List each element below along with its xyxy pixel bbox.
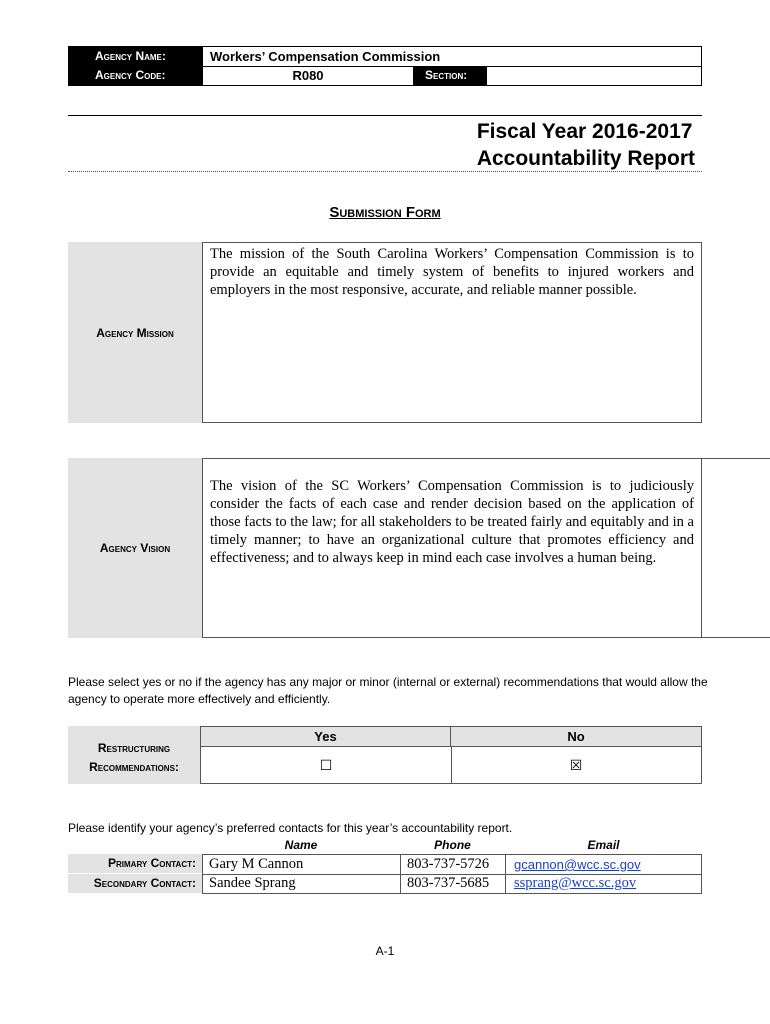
secondary-contact-row (203, 874, 701, 893)
form-heading: Submission Form (329, 204, 441, 221)
restructuring-prompt: Please select yes or no if the agency has any major or minor (internal or external) recommendations that would allow the agency to operate more effectively and efficiently. (68, 675, 708, 706)
agency-vision-label: Agency Vision (68, 458, 202, 638)
phone-column-header: Phone (434, 838, 471, 852)
contacts-table (202, 854, 702, 894)
yes-checkbox[interactable]: ☐ (201, 747, 452, 783)
report-title (477, 118, 695, 172)
agency-header-table (68, 46, 702, 86)
primary-contact-name[interactable]: Gary M Cannon (203, 855, 401, 874)
primary-contact-row (203, 855, 701, 875)
agency-name-value: Workers’ Compensation Commission (210, 49, 441, 64)
restructuring-label-line2: Recommendations: (89, 760, 179, 774)
title-divider (68, 171, 702, 172)
email-column-header: Email (587, 838, 620, 852)
name-column-header: Name (284, 838, 318, 852)
secondary-contact-name[interactable]: Sandee Sprang (203, 874, 401, 893)
vision-extra-cell (701, 458, 770, 638)
secondary-contact-label: Secondary Contact: (68, 874, 202, 893)
yes-column-header: Yes (201, 727, 451, 747)
restructuring-table (200, 726, 702, 784)
section-value-field[interactable] (487, 66, 701, 85)
primary-contact-phone[interactable]: 803-737-5726 (401, 855, 506, 874)
agency-code-value: R080 (292, 68, 324, 83)
primary-contact-email-link[interactable]: gcannon@wcc.sc.gov (514, 857, 641, 872)
top-divider (68, 115, 702, 116)
contacts-prompt: Please identify your agency’s preferred contacts for this year’s accountability report. (68, 821, 513, 835)
report-title-line2: Accountability Report (476, 147, 695, 170)
restructuring-label-line1: Restructuring (97, 741, 171, 755)
secondary-contact-email-link[interactable]: ssprang@wcc.sc.gov (514, 875, 637, 891)
agency-mission-text[interactable]: The mission of the South Carolina Workers’ Compensation Commission is to provide an equitable and timely system of benefits to injured workers and employers in the most responsive, accurate, and reliable manner possible. (202, 242, 702, 423)
no-column-header: No (451, 727, 701, 747)
secondary-contact-phone[interactable]: 803-737-5685 (401, 874, 506, 893)
agency-name-label: Agency Name: (69, 47, 203, 66)
agency-code-row (69, 66, 701, 85)
agency-mission-label: Agency Mission (68, 242, 202, 423)
agency-vision-text[interactable]: The vision of the SC Workers’ Compensation Commission is to judiciously consider the facts of each case and render decision based on the application of those facts to the law; for all stakeholders to be treated fairly and equitably and in a timely manner; to have an organizational culture that promotes efficiency and effectiveness; and to always keep in mind each case involves a human being. (202, 458, 702, 638)
primary-contact-label: Primary Contact: (68, 854, 202, 873)
agency-name-row (69, 47, 701, 67)
report-title-line1: Fiscal Year 2016-2017 (476, 120, 693, 143)
restructuring-label (68, 726, 200, 784)
no-checkbox[interactable]: ☒ (569, 757, 583, 773)
section-label: Section: (413, 66, 487, 85)
page-number: A-1 (375, 944, 395, 958)
agency-code-label: Agency Code: (69, 66, 203, 85)
